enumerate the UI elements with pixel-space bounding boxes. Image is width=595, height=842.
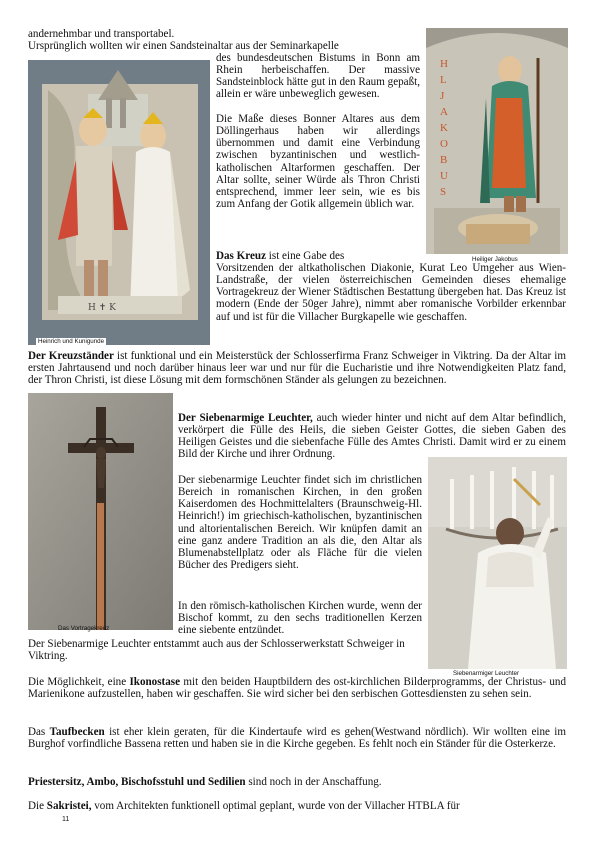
caption-heiliger-jakobus: Heiliger Jakobus <box>472 256 518 263</box>
term-ikonostase: Ikonostase <box>129 676 181 688</box>
caption-siebenarmiger-leuchter: Siebenarmiger Leuchter <box>453 670 520 677</box>
paragraph-taufbecken: Das Taufbecken ist eher klein geraten, für die Kindertaufe wird es gehen(Westwand nördlich). Wir wollten eine im Burghof vorfindliche Bassena retten und haben sie in die Kirche gegeben. Es fehlt noch ein Ständer für die Osterkerze. <box>28 726 566 751</box>
photo-vortragekreuz <box>28 393 173 630</box>
paragraph-sakristei: Die Sakristei, vom Architekten funktionell optimal geplant, wurde von der Villacher HTBLA für <box>28 800 460 812</box>
paragraph-sandsteinaltar: des bundesdeutschen Bistums in Bonn am Rhein herbeischaffen. Der massive Sandsteinblock hätte gut in den Raum gepaßt, allein er wäre unbeweglich gewesen. <box>216 52 420 101</box>
term-kreuz: Das Kreuz <box>216 250 267 262</box>
paragraph-leuchter-herkunft: Der Siebenarmige Leuchter entstammt auch aus der Schlosserwerkstatt Schweiger in Viktring. <box>28 638 405 663</box>
paragraph-leuchter: Der Siebenarmige Leuchter, auch wieder hinter und nicht auf dem Altar befindlich, verkörpert die Fülle des Heils, die sieben Geister Gottes, die sieben Gaben des Heiligen Geistes und die siebenfache Fülle des Amtes Christi. Damit wird er zu einem Bild der Kirche und ihrer Ordnung. <box>178 412 567 461</box>
photo-heinrich-kunigunde <box>28 60 210 345</box>
jakobus-inscription: H L J A K O B U S <box>440 58 448 198</box>
page-number: 11 <box>62 816 70 823</box>
paragraph-fragment: andernehmbar und transportabel. <box>28 28 175 40</box>
term-taufbecken: Taufbecken <box>49 726 105 738</box>
mural-heinrich-kunigunde <box>28 60 210 345</box>
paragraph-kreuz-intro: Das Kreuz ist eine Gabe des <box>216 250 345 262</box>
term-sakristei: Sakristei, <box>46 800 92 812</box>
paragraph-leuchter-tradition: Der siebenarmige Leuchter findet sich im christlichen Bereich in romanischen Kirchen, in den großen Kaiserdomen des Hochmittelalters (Braunschweig-Hl. Heinrich!) im griechisch-katholischen, byzantinischen und altorientalischen Bereich. Wir knüpfen damit an eine ganz andere Tradition an als die, den Altar als Blumenabstellplatz oder als Fläche für die vielen Bücher des Predigers sieht. <box>178 474 422 572</box>
paragraph-kreuz: Vorsitzenden der altkatholischen Diakonie, Kurat Leo Umgeher aus Wien-Landstraße, der vielen österreichischen Gemeinden dieses ehemalige Vortragekreuz der Wiener Städtischen Bestattung übergeben hat. Das Kreuz ist modern (Ende der 50ger Jahre), nimmt aber romanische Vorbilder erkennbar auf und ist für die Villacher Burgkapelle wie geschaffen. <box>216 262 566 323</box>
term-priestersitz: Priestersitz, Ambo, Bischofsstuhl und Sedilien <box>28 776 246 788</box>
paragraph-sandsteinaltar-intro: Ursprünglich wollten wir einen Sandsteinaltar aus der Seminarkapelle <box>28 40 339 52</box>
svg-text:H ✝ K: H ✝ K <box>88 303 116 313</box>
cross-photo <box>28 393 173 630</box>
paragraph-ikonostase: Die Möglichkeit, eine Ikonostase mit den beiden Hauptbildern des ost-kirchlichen Bilderprogramms, der Christus- und Marienikone aufzustellen, haben wir geschaffen. Sie wird sicher bei den serbischen Gottesdiensten zu sehen sein. <box>28 676 566 701</box>
paragraph-kreuzstaender: Der Kreuzständer ist funktional und ein Meisterstück der Schlosserfirma Franz Schweiger in Viktring. Da der Altar im ersten Jahrtausend und noch darüber hinaus leer war und nur für die Eucharistie und ihre Notwendigkeiten Platz fand, der Thron Christi, ist diese Lösung mit dem formschönen Ständer als gelungen zu bezeichnen. <box>28 350 566 387</box>
term-siebenarmiger-leuchter: Der Siebenarmige Leuchter, <box>178 412 313 424</box>
caption-vortragekreuz: Das Vortragekreuz <box>58 625 110 632</box>
paragraph-leuchter-bischof: In den römisch-katholischen Kirchen wurde, wenn der Bischof kommt, zu den sechs traditionellen Kerzen eine siebente entzündet. <box>178 600 422 637</box>
candelabrum-photo <box>428 457 567 669</box>
photo-heiliger-jakobus <box>426 28 568 254</box>
caption-heinrich-kunigunde: Heinrich und Kunigunde <box>38 338 105 345</box>
photo-siebenarmiger-leuchter <box>428 457 567 669</box>
paragraph-bonner-altar: Die Maße dieses Bonner Altares aus dem Döllingerhaus haben wir allerdings übernommen und damit eine Verbindung zwischen byzantinischen und westlich-katholischen Altarformen geschaffen. Der Altar sollte, seiner Würde als Thron Christi entsprechend, immer leer sein, wie es bis zum Anfang der Gotik allgemein üblich war. <box>216 113 420 211</box>
term-kreuzstaender: Der Kreuzständer <box>28 350 114 362</box>
paragraph-priestersitz: Priestersitz, Ambo, Bischofsstuhl und Sedilien sind noch in der Anschaffung. <box>28 776 382 788</box>
